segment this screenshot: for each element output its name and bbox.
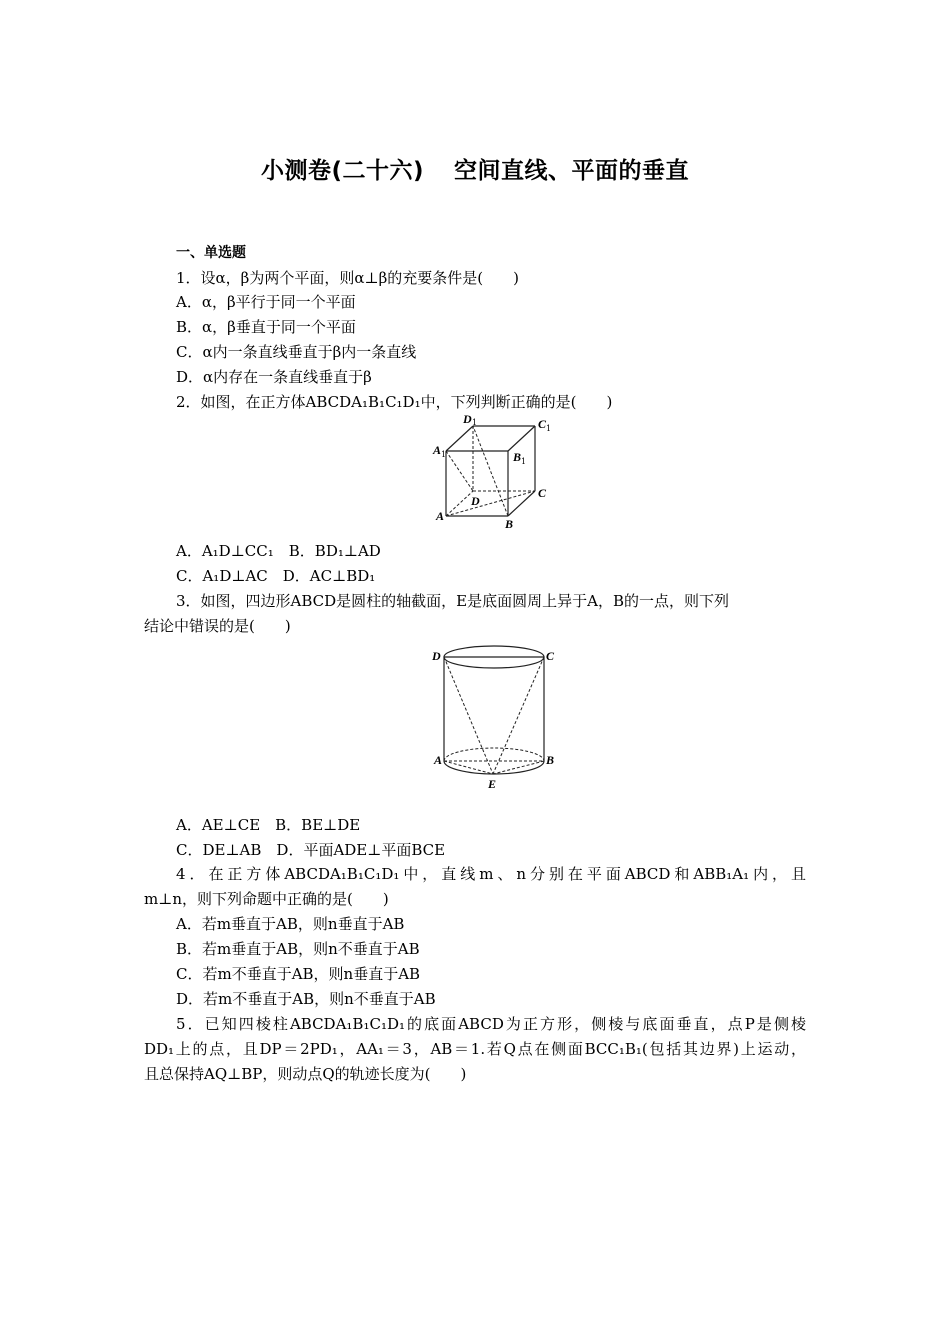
q4-option-c: C．若m不垂直于AB，则n垂直于AB [176,965,421,983]
q1-option-c: C．α内一条直线垂直于β内一条直线 [176,343,417,361]
label-A: A [434,753,443,767]
line-DE [444,657,493,774]
q4-stem-line1: 4．在正方体ABCDA₁B₁C₁D₁中，直线m、n分别在平面ABCD和ABB₁A₁内，且 [176,865,806,883]
q2-options-ab: A．A₁D⊥CC₁ B．BD₁⊥AD [176,542,381,560]
label-D: D [432,649,441,663]
label-C1-sub: 1 [546,424,552,433]
cube-figure [428,410,558,532]
section-heading: 一、单选题 [176,245,246,261]
label-B1-sub: 1 [521,457,527,466]
label-B1: B [513,450,522,464]
title-right: 空间直线、平面的垂直 [454,158,690,184]
label-E: E [488,777,497,791]
q1-option-b: B．α，β垂直于同一个平面 [176,318,356,336]
label-D1-sub: 1 [472,418,478,427]
edge-AD [446,491,473,516]
cylinder-figure [428,640,558,796]
q1-stem: 1．设α，β为两个平面，则α⊥β的充要条件是( ) [176,269,519,287]
q1-option-d: D．α内存在一条直线垂直于β [176,368,372,386]
label-C: C [538,486,547,500]
bottom-back-arc [444,748,544,761]
q5-stem-line1: 5．已知四棱柱ABCDA₁B₁C₁D₁的底面ABCD为正方形，侧棱与底面垂直，点P是侧棱 [176,1015,806,1033]
page-title [0,152,950,185]
q3-options-ab: A．AE⊥CE B．BE⊥DE [176,816,361,834]
label-D1: D [463,412,472,426]
edge-A1D1 [446,426,473,451]
label-A1: A [433,443,442,457]
label-A: A [436,509,445,523]
q5-stem-line3: 且总保持AQ⊥BP，则动点Q的轨迹长度为( ) [144,1065,467,1083]
title-left: 小测卷(二十六) [260,158,425,184]
label-D: D [471,494,480,508]
q4-stem-line2: m⊥n，则下列命题中正确的是( ) [144,890,389,908]
q3-options-cd: C．DE⊥AB D．平面ADE⊥平面BCE [176,841,446,859]
q4-option-b: B．若m垂直于AB，则n不垂直于AB [176,940,420,958]
line-CE [493,657,544,774]
q4-option-d: D．若m不垂直于AB，则n不垂直于AB [176,990,436,1008]
label-B: B [505,517,514,531]
label-C: C [546,649,555,663]
edge-C1B1 [508,426,535,451]
label-C1: C [538,417,547,431]
edge-BC [508,491,535,516]
q3-stem-line2: 结论中错误的是( ) [144,617,291,635]
q4-option-a: A．若m垂直于AB，则n垂直于AB [176,915,405,933]
q1-option-a: A．α，β平行于同一个平面 [176,293,356,311]
label-B: B [546,753,555,767]
q2-options-cd: C．A₁D⊥AC D．AC⊥BD₁ [176,567,376,585]
q3-stem-line1: 3．如图，四边形ABCD是圆柱的轴截面，E是底面圆周上异于A，B的一点，则下列 [176,592,729,610]
label-A1-sub: 1 [441,450,447,459]
q2-stem: 2．如图，在正方体ABCDA₁B₁C₁D₁中，下列判断正确的是( ) [176,393,613,411]
diag-A1D [446,451,473,491]
q5-stem-line2: DD₁上的点，且DP＝2PD₁，AA₁＝3，AB＝1.若Q点在侧面BCC₁B₁(包括其边界)上运动， [144,1040,806,1058]
